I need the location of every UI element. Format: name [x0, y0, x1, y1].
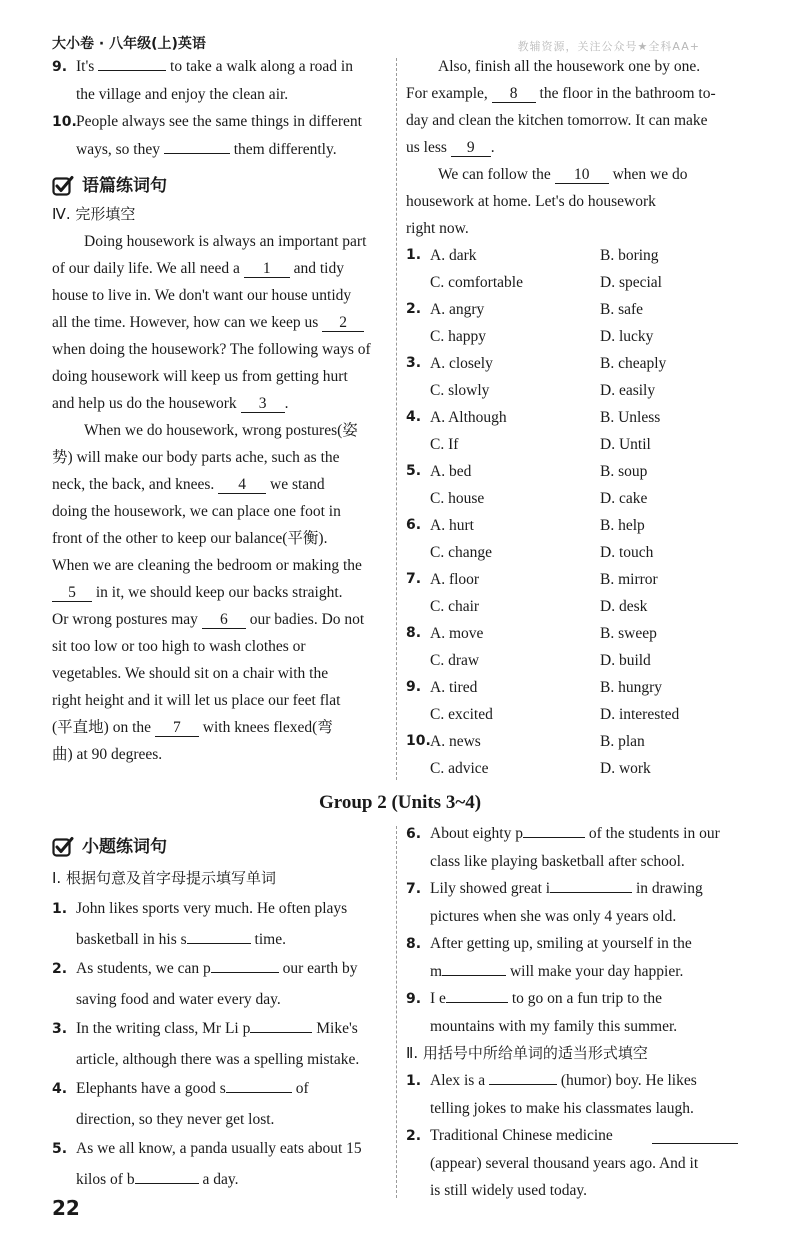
answer-blank[interactable]: [226, 1076, 292, 1093]
option-d[interactable]: D. touch: [600, 544, 654, 561]
option-row: [406, 674, 738, 701]
option-row: [406, 458, 738, 485]
option-number: 10.: [406, 733, 431, 749]
g2-question-3: 3. In the writing class, Mr Li p Mike's article, although there was a spelling mistake.: [52, 1014, 385, 1074]
answer-blank[interactable]: [523, 821, 585, 838]
left-column-lower: [52, 832, 385, 1194]
option-row: [406, 512, 738, 539]
answer-blank[interactable]: [489, 1068, 557, 1085]
options-list: [406, 242, 738, 782]
cloze-blank-2[interactable]: 2: [322, 315, 364, 332]
right-column-lower: [406, 820, 738, 1204]
g2-question-6: 6. About eighty p of the students in our class like playing basketball after school.: [406, 820, 738, 875]
option-row: [406, 485, 738, 512]
g2-question-9: 9. I e to go on a fun trip to the mountains with my family this summer.: [406, 985, 738, 1040]
subsection-title: Ⅰ. 根据句意及首字母提示填写单词: [52, 869, 276, 887]
option-c[interactable]: C. comfortable: [430, 274, 523, 291]
option-row: [406, 593, 738, 620]
cloze-blank-1[interactable]: 1: [244, 261, 290, 278]
option-number: 6.: [406, 517, 422, 533]
option-c[interactable]: C. If: [430, 436, 459, 453]
g2-part2-question-1: 1. Alex is a (humor) boy. He likes telling jokes to make his classmates laugh.: [406, 1067, 738, 1122]
option-row: [406, 620, 738, 647]
cloze-blank-8[interactable]: 8: [492, 86, 536, 103]
option-a[interactable]: A. tired: [430, 679, 478, 696]
option-a[interactable]: A. Although: [430, 409, 507, 426]
option-b[interactable]: B. sweep: [600, 625, 657, 642]
option-c[interactable]: C. house: [430, 490, 485, 507]
g2-part2-question-2: 2. Traditional Chinese medicine (appear) several thousand years ago. And it is still widely used today.: [406, 1122, 738, 1204]
option-d[interactable]: D. cake: [600, 490, 648, 507]
option-number: 2.: [406, 301, 422, 317]
answer-blank[interactable]: [164, 137, 230, 154]
option-a[interactable]: A. news: [430, 733, 481, 750]
option-d[interactable]: D. easily: [600, 382, 656, 399]
option-row: [406, 269, 738, 296]
answer-blank[interactable]: [652, 1127, 738, 1144]
g2-question-8: 8. After getting up, smiling at yourself in the m will make your day happier.: [406, 935, 692, 980]
answer-blank[interactable]: [98, 54, 166, 71]
cloze-blank-6[interactable]: 6: [202, 612, 246, 629]
option-b[interactable]: B. safe: [600, 301, 644, 318]
cloze-blank-10[interactable]: 10: [555, 167, 609, 184]
book-title: 大小卷 · 八年级(上)英语: [52, 36, 206, 52]
answer-blank[interactable]: [135, 1167, 199, 1184]
option-number: 5.: [406, 463, 422, 479]
page-number: 22: [52, 1196, 80, 1220]
option-c[interactable]: C. advice: [430, 760, 489, 777]
option-a[interactable]: A. angry: [430, 301, 485, 318]
option-row: [406, 296, 738, 323]
option-row: [406, 404, 738, 431]
option-row: [406, 323, 738, 350]
option-d[interactable]: D. lucky: [600, 328, 654, 345]
passage-paragraph-4: We can follow the 10 when we do housework at home. Let's do housework right now.: [406, 166, 688, 237]
option-number: 7.: [406, 571, 422, 587]
option-b[interactable]: B. plan: [600, 733, 645, 750]
g2-question-5: 5. As we all know, a panda usually eats about 15 kilos of b a day.: [52, 1140, 362, 1188]
option-d[interactable]: D. Until: [600, 436, 651, 453]
group-title: Group 2 (Units 3~4): [318, 792, 482, 813]
g2-question-4: 4. Elephants have a good s of direction, so they never get lost.: [52, 1074, 385, 1134]
option-b[interactable]: B. soup: [600, 463, 648, 480]
option-d[interactable]: D. work: [600, 760, 651, 777]
subsection-title: Ⅳ. 完形填空: [52, 205, 136, 223]
option-c[interactable]: C. change: [430, 544, 492, 561]
option-d[interactable]: D. build: [600, 652, 651, 669]
watermark-text: 教辅资源，关注公众号★全科AA+: [517, 40, 700, 53]
option-a[interactable]: A. dark: [430, 247, 477, 264]
checkbox-icon: [52, 175, 74, 197]
passage-paragraph-2: When we do housework, wrong postures(姿 势) will make our body parts ache, such as the neck, the back, and knees. 4 we stand doing the housework, we can place one foot in front of the other to keep our balance(平衡). When we are cleaning the bedroom or making the 5 in it, we should keep our backs straight. Or wrong postures may 6 our badies. Do not sit too low or too high to wash clothes or vegetables. We should sit on a chair with the right height and it will let us place our feet flat (平直地) on the 7 with knees flexed(弯 曲) at 90 degrees.: [52, 422, 365, 763]
answer-blank[interactable]: [446, 986, 508, 1003]
answer-blank[interactable]: [442, 959, 506, 976]
option-a[interactable]: A. hurt: [430, 517, 474, 534]
option-a[interactable]: A. closely: [430, 355, 493, 372]
option-number: 8.: [406, 625, 422, 641]
answer-blank[interactable]: [550, 876, 632, 893]
option-b[interactable]: B. mirror: [600, 571, 658, 588]
option-d[interactable]: D. desk: [600, 598, 648, 615]
option-row: [406, 350, 738, 377]
option-row: [406, 755, 738, 782]
option-row: [406, 566, 738, 593]
option-c[interactable]: C. draw: [430, 652, 480, 669]
option-number: 3.: [406, 355, 422, 371]
cloze-blank-4[interactable]: 4: [218, 477, 266, 494]
option-a[interactable]: A. floor: [430, 571, 480, 588]
option-row: [406, 647, 738, 674]
cloze-blank-7[interactable]: 7: [155, 720, 199, 737]
cloze-blank-5[interactable]: 5: [52, 585, 92, 602]
checkbox-icon: [52, 836, 74, 858]
option-number: 4.: [406, 409, 422, 425]
option-c[interactable]: C. slowly: [430, 382, 490, 399]
question-9: 9. It's to take a walk along a road in the village and enjoy the clean air.: [52, 53, 385, 108]
passage-paragraph-3: Also, finish all the housework one by one. For example, 8 the floor in the bathroom to- day and clean the kitchen tomorrow. It can make us less 9 .: [406, 58, 716, 156]
section-heading: 语篇练词句: [52, 171, 385, 201]
option-row: [406, 242, 738, 269]
g2-question-1: 1. John likes sports very much. He often plays basketball in his s time.: [52, 900, 348, 948]
option-b[interactable]: B. cheaply: [600, 355, 667, 372]
option-row: [406, 539, 738, 566]
g2-question-7: 7. Lily showed great i in drawing pictures when she was only 4 years old.: [406, 875, 738, 930]
option-d[interactable]: D. special: [600, 274, 662, 291]
subsection-title: Ⅱ. 用括号中所给单词的适当形式填空: [406, 1044, 648, 1062]
section-heading: 小题练词句: [52, 832, 385, 862]
option-row: [406, 701, 738, 728]
option-c[interactable]: C. chair: [430, 598, 480, 615]
option-b[interactable]: B. help: [600, 517, 645, 534]
option-row: [406, 728, 738, 755]
option-b[interactable]: B. boring: [600, 247, 659, 264]
cloze-blank-3[interactable]: 3: [241, 396, 285, 413]
passage-paragraph-1: Doing housework is always an important part of our daily life. We all need a 1 and tidy house to live in. We don't want our house untidy all the time. However, how can we keep us 2 when doing the housework? The following ways of doing housework will keep us from getting hurt and help us do the housework 3 .: [52, 233, 371, 412]
option-number: 1.: [406, 247, 422, 263]
answer-blank[interactable]: [187, 927, 251, 944]
option-c[interactable]: C. happy: [430, 328, 486, 345]
column-divider-top: [396, 58, 397, 780]
g2-question-2: 2. As students, we can p our earth by saving food and water every day.: [52, 954, 385, 1014]
option-d[interactable]: D. interested: [600, 706, 680, 723]
cloze-blank-9[interactable]: 9: [451, 140, 491, 157]
right-column-upper: [406, 53, 738, 782]
option-a[interactable]: A. bed: [430, 463, 472, 480]
column-divider-bottom: [396, 826, 397, 1198]
option-c[interactable]: C. excited: [430, 706, 493, 723]
option-a[interactable]: A. move: [430, 625, 484, 642]
answer-blank[interactable]: [211, 956, 279, 973]
option-b[interactable]: B. hungry: [600, 679, 662, 696]
left-column-upper: [52, 53, 385, 768]
option-b[interactable]: B. Unless: [600, 409, 661, 426]
option-row: [406, 377, 738, 404]
question-10: 10.People always see the same things in different ways, so they them differently.: [52, 113, 362, 158]
answer-blank[interactable]: [250, 1016, 312, 1033]
option-number: 9.: [406, 679, 422, 695]
option-row: [406, 431, 738, 458]
